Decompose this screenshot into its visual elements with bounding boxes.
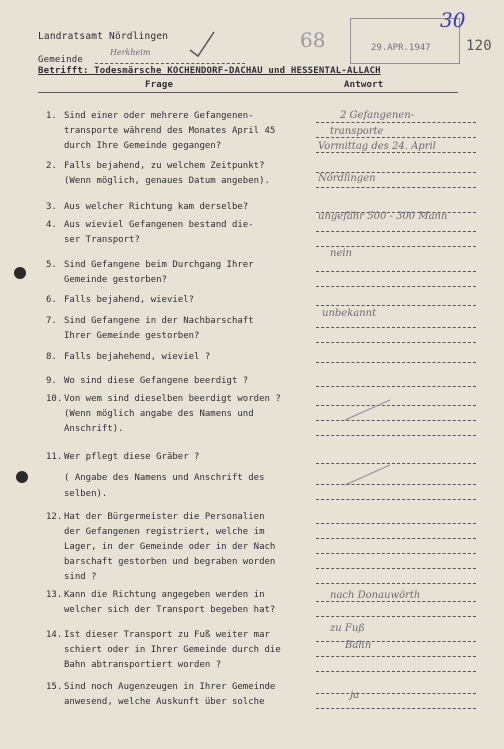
betrifft-line: Betrifft: Todesmärsche KOCHENDORF-DACHAU und HESSENTAL-ALLACH bbox=[38, 66, 381, 76]
pencil-stroke bbox=[340, 395, 400, 425]
punch-hole-top bbox=[14, 267, 26, 279]
answer-4: ungefähr 500 - 300 Mann bbox=[318, 211, 448, 222]
folio-number: 30 bbox=[440, 8, 466, 32]
frage-label: Frage bbox=[145, 80, 174, 90]
pencil-number: 68 bbox=[300, 28, 326, 52]
checkmark-icon bbox=[188, 30, 218, 60]
answer-5: nein bbox=[330, 248, 352, 259]
answer-7: unbekannt bbox=[322, 308, 377, 319]
gemeinde-label: Gemeinde bbox=[38, 55, 83, 65]
answer-3: Nördlingen bbox=[318, 173, 376, 184]
answer-14b: Bahn bbox=[345, 640, 372, 651]
punch-hole-bottom bbox=[16, 471, 28, 483]
antwort-label: Antwort bbox=[344, 80, 384, 90]
answer-2: Vormittag des 24. April bbox=[318, 141, 436, 152]
answer-15: ja bbox=[350, 690, 360, 701]
stamp-date: 29.APR.1947 bbox=[371, 43, 431, 53]
document-page: Landratsamt Nördlingen Gemeinde Herkheim 68 29.APR.1947 30 120 Betrifft: Todesmärsche KOCHENDORF-DACHAU und HESSENTAL-ALLACH Frage Antwort 1. Sind einer oder mehrere Gefangenen- transporte während des Monates April 45 durch Ihre Gemeinde gegangen? 2. Falls bejahend, zu welchem Zeitpunkt? (Wenn möglich, genaues Datum angeben). 3. Aus welcher Richtung kam derselbe? 4. Aus wieviel Gefangenen bestand die- ser Transport? 5. Sind Gefangene beim Durchgang Ihrer Gemeinde gestorben? 6. Falls bejahend, wieviel? 7. Sind Gefangene in der Nachbarschaft Ihrer Gemeinde gestorben? 8. Falls bejahehend, wieviel ? 9. Wo sind diese Gefangene beerdigt ? 10. Von wem sind dieselben beerdigt worden ? (Wenn möglich angabe des Namens und Anschrift). 11. Wer pflegt diese Gräber ? ( Angabe des Namens und Anschrift des selben). 12. Hat der Bürgermeister die Personalien der Gefangenen registriert, welche im Lager, in der Gemeinde oder in der Nach barschaft gestorben und begraben worden sind ? 13. Kann die Richtung angegeben werden in welcher sich der Transport begeben hat? 14. Ist dieser Transport zu Fuß weiter mar schiert oder in Ihrer Gemeinde durch die Bahn abtransportiert worden ? 15. Sind noch Augenzeugen in Ihrer Gemeinde anwesend, welche Auskunft über solche 2 Gefangenen- transporte Vormittag des 24. April Nördlingen ungefähr 500 - 300 Mann nein unbekannt nach Donauwörth zu Fuß Bahn ja bbox=[0, 0, 504, 749]
answer-13: nach Donauwörth bbox=[330, 590, 421, 601]
pencil-stroke-2 bbox=[340, 460, 400, 490]
header-rule bbox=[38, 92, 458, 93]
answer-1b: transporte bbox=[330, 126, 384, 137]
gemeinde-underline bbox=[95, 63, 245, 64]
answer-1a: 2 Gefangenen- bbox=[340, 110, 415, 121]
gemeinde-value: Herkheim bbox=[110, 48, 151, 57]
side-number: 120 bbox=[466, 38, 492, 54]
office-name: Landratsamt Nördlingen bbox=[38, 31, 169, 42]
answer-14a: zu Fuß bbox=[330, 623, 365, 634]
